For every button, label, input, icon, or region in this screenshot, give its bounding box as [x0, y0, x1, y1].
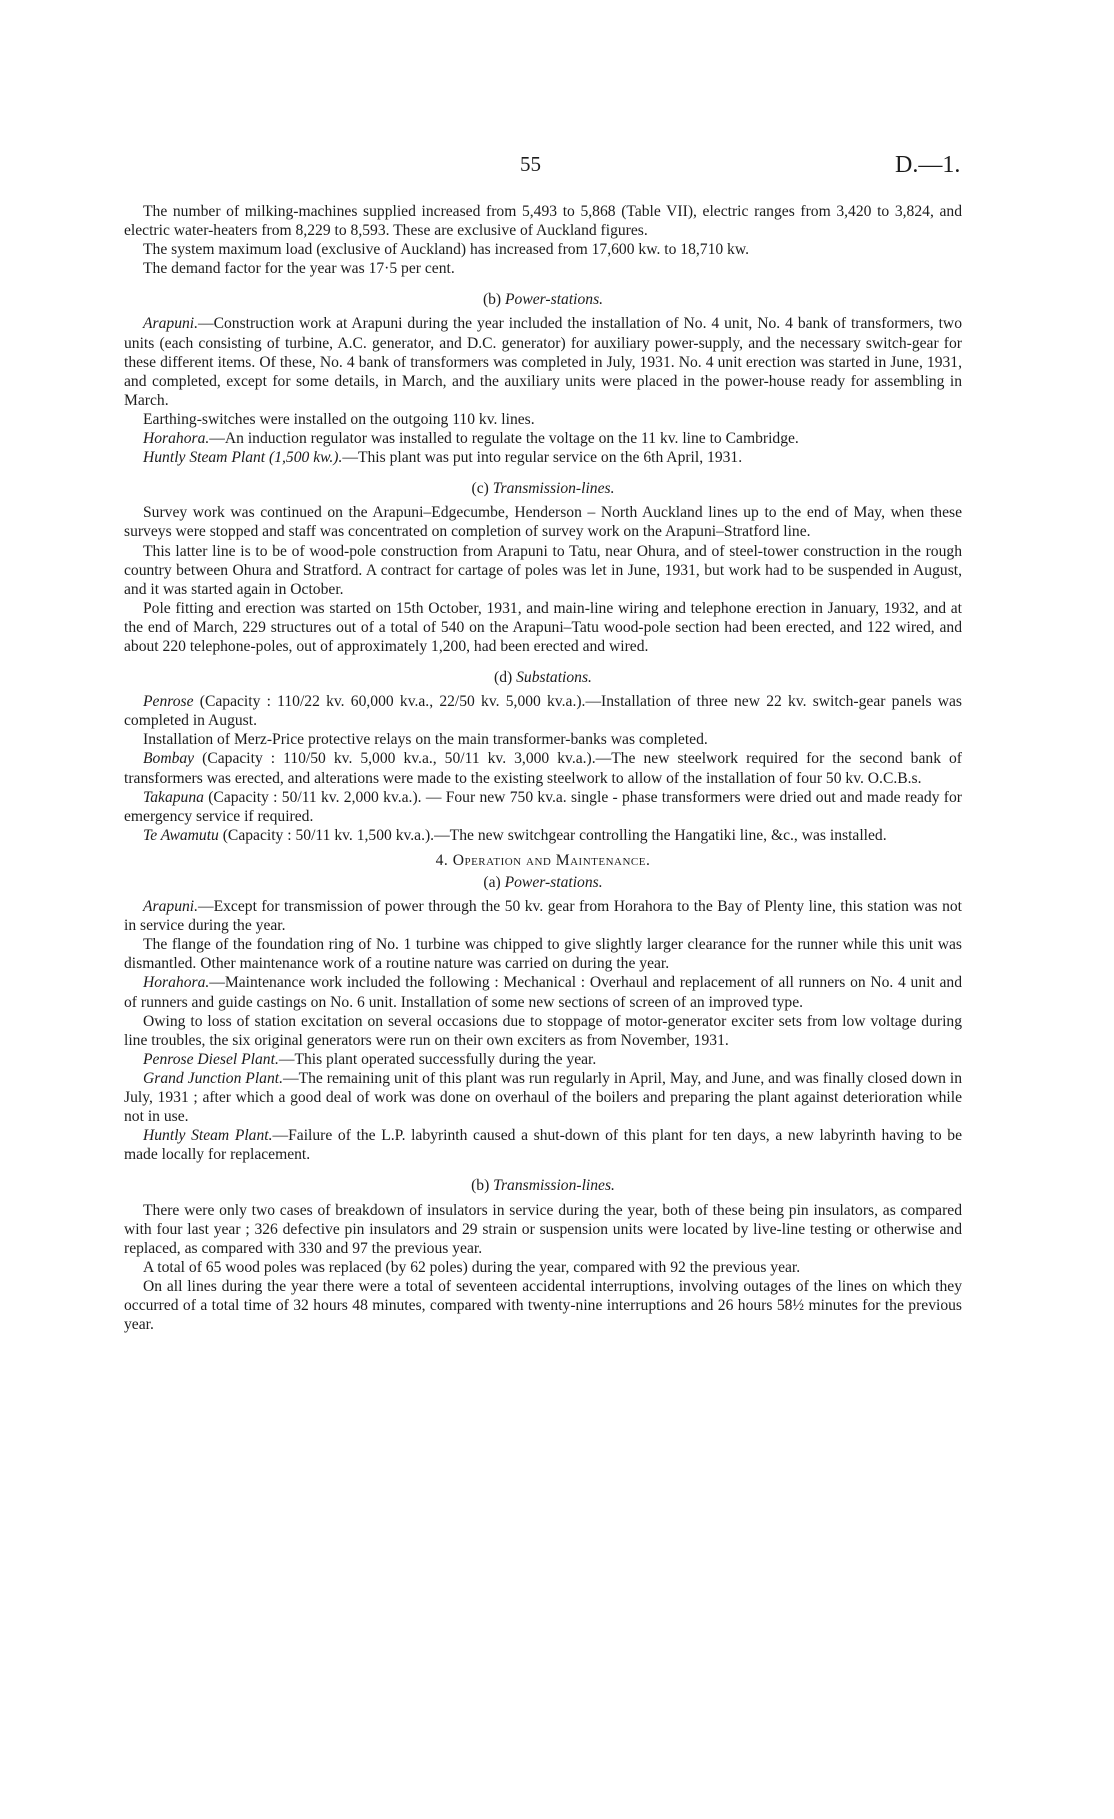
paragraph-maximum-load: The system maximum load (exclusive of Auckland) has increased from 17,600 kw. to 18,710 kw.: [143, 241, 750, 259]
run-in-heading: Huntly Steam Plant.: [143, 1127, 273, 1145]
paragraph-text: —Except for transmission of power through the 50 kv. gear from Horahora to the Bay of Plenty line, this station was not in service during the year.: [124, 898, 962, 935]
paragraph-te-awamutu-substation: [124, 826, 962, 845]
run-in-heading: Arapuni.: [143, 898, 199, 916]
document-body: [124, 202, 962, 1334]
paragraph-text: —Failure of the L.P. labyrinth caused a shut-down of this plant for ten days, a new labyrinth having to be made locally for replacement.: [124, 1127, 962, 1164]
paragraph-huntly-labyrinth: [124, 1126, 962, 1164]
run-in-heading: Grand Junction Plant.: [143, 1069, 283, 1087]
subheading-transmission-lines: [124, 479, 962, 498]
paragraph-arapuni-construction: [124, 314, 962, 409]
paragraph-text: —The remaining unit of this plant was run regularly in April, May, and June, and was finally closed down in July, 1931 ; after which a good deal of work was done on overhaul of the boilers and preparing the plant against deterioration while not in use.: [124, 1069, 962, 1126]
paragraph-text: —This plant was put into regular service on the 6th April, 1931.: [342, 449, 743, 467]
paragraph-milking-machines: The number of milking-machines supplied increased from 5,493 to 5,868 (Table VII), electric ranges from 3,420 to 3,824, and electric water-heaters from 8,229 to 8,593. These are exclusive of Auckland figures.: [124, 203, 962, 240]
subheading-label: (b): [471, 1177, 490, 1195]
paragraph-wood-pole-line: This latter line is to be of wood-pole construction from Arapuni to Tatu, near Ohura, and of steel-tower construction in the rough country between Ohura and Stratford. A contract for cartage of poles was let in June, 1931, but work had to be suspended in August, and it was started again in October.: [124, 542, 962, 598]
paragraph-text: —Construction work at Arapuni during the year included the installation of No. 4 unit, No. 4 bank of transformers, two units (each consisting of turbine, A.C. generator, and D.C. generator) for auxiliary power-supply, and the necessary switch-gear for these different items. Of these, No. 4 bank of transformers was completed in July, 1931. No. 4 unit erection was started in June, 1931, and completed, except for some details, in March, and the auxiliary units were placed in the power-house ready for assembling in March.: [124, 315, 962, 409]
subheading-power-stations: [124, 290, 962, 309]
subheading-title: Power-stations.: [505, 291, 604, 309]
paragraph-text: —This plant operated successfully during the year.: [278, 1050, 597, 1068]
paragraph-text: (Capacity : 50/11 kv. 2,000 kv.a.). — Four new 750 kv.a. single - phase transformers were dried out and made ready for emergency service if required.: [124, 788, 962, 825]
run-in-heading: Te Awamutu: [143, 826, 219, 844]
paragraph-text: (Capacity : 110/22 kv. 60,000 kv.a., 22/50 kv. 5,000 kv.a.).—Installation of three new 22 kv. switch-gear panels was completed in August.: [124, 693, 962, 730]
subheading-operation-power-stations: [124, 873, 962, 892]
paragraph-huntly-steam: [124, 448, 962, 467]
run-in-heading: Takapuna: [143, 788, 204, 806]
subheading-label: (b): [482, 291, 502, 309]
paragraph-text: (Capacity : 110/50 kv. 5,000 kv.a., 50/11 kv. 3,000 kv.a.).—The new steelwork required for the second bank of transformers was erected, and alterations were made to the existing steelwork to allow of the installation of four 50 kv. O.C.B.s.: [124, 750, 962, 787]
paragraph-station-excitation: Owing to loss of station excitation on several occasions due to stoppage of motor-generator exciter sets from low voltage during line troubles, the six original generators were run on their own exciters as from November, 1931.: [124, 1012, 962, 1049]
paragraph-horahora-maintenance: [124, 973, 962, 1011]
paragraph-wood-poles-replaced: A total of 65 wood poles was replaced (by 62 poles) during the year, compared with 92 the previous year.: [143, 1258, 801, 1276]
subheading-label: (a): [483, 874, 501, 891]
run-in-heading: Penrose Diesel Plant.: [143, 1050, 279, 1068]
paragraph-horahora-regulator: [124, 429, 962, 448]
run-in-heading: Penrose: [143, 693, 194, 711]
paragraph-penrose-diesel: [124, 1050, 962, 1069]
paragraph-survey-work: Survey work was continued on the Arapuni–Edgecumbe, Henderson – North Auckland lines up to the end of May, when these surveys were stopped and staff was concentrated on completion of survey work on the Arapuni–Stratford line.: [124, 504, 962, 541]
paragraph-penrose-substation: [124, 692, 962, 730]
paragraph-text: —Maintenance work included the following : Mechanical : Overhaul and replacement of all runners on No. 4 unit and of runners and guide castings on No. 6 unit. Installation of some new sections of screen of an improved type.: [124, 974, 962, 1011]
subheading-label: (c): [471, 480, 489, 498]
section-heading-operation-maintenance: 4. Operation and Maintenance.: [435, 851, 651, 869]
subheading-substations: [124, 668, 962, 687]
subheading-title: Transmission-lines.: [493, 1177, 615, 1195]
run-in-heading: Huntly Steam Plant (1,500 kw.).: [143, 449, 343, 467]
paragraph-turbine-flange: The flange of the foundation ring of No. 1 turbine was chipped to give slightly larger clearance for the runner while this unit was dismantled. Other maintenance work of a routine nature was carried on during the year.: [124, 936, 962, 973]
run-in-heading: Arapuni.: [143, 315, 199, 333]
paragraph-grand-junction: [124, 1069, 962, 1126]
paragraph-text: —An induction regulator was installed to regulate the voltage on the 11 kv. line to Cambridge.: [209, 430, 799, 448]
page-number: 55: [520, 152, 541, 176]
paragraph-insulator-breakdowns: There were only two cases of breakdown of insulators in service during the year, both of these being pin insulators, as compared with four last year ; 326 defective pin insulators and 29 strain or suspension units were located by live-line testing or otherwise and replaced, as compared with 330 and 97 the previous year.: [124, 1201, 962, 1257]
paragraph-earthing-switches: Earthing-switches were installed on the outgoing 110 kv. lines.: [143, 410, 535, 428]
paragraph-pole-fitting: Pole fitting and erection was started on 15th October, 1931, and main-line wiring and telephone erection in January, 1932, and at the end of March, 229 structures out of a total of 540 on the Arapuni–Tatu wood-pole section had been erected, and 122 wired, and about 220 telephone-poles, out of approximately 1,200, had been erected and wired.: [124, 599, 962, 655]
page-header: [0, 152, 1114, 182]
subheading-title: Transmission-lines.: [492, 480, 615, 498]
subheading-title: Power-stations.: [504, 874, 603, 891]
run-in-heading: Bombay: [143, 750, 195, 768]
paragraph-merz-price: Installation of Merz-Price protective relays on the main transformer-banks was completed.: [143, 731, 708, 749]
subheading-operation-transmission-lines: [124, 1176, 962, 1195]
document-reference: D.—1.: [895, 152, 961, 178]
paragraph-takapuna-substation: [124, 788, 962, 826]
paragraph-text: (Capacity : 50/11 kv. 1,500 kv.a.).—The new switchgear controlling the Hangatiki line, &c., was installed.: [218, 826, 887, 844]
paragraph-bombay-substation: [124, 749, 962, 787]
paragraph-demand-factor: The demand factor for the year was 17·5 per cent.: [143, 260, 455, 278]
run-in-heading: Horahora.: [143, 430, 210, 448]
paragraph-accidental-interruptions: On all lines during the year there were a total of seventeen accidental interruptions, involving outages of the lines on which they occurred of a total time of 32 hours 48 minutes, compared with twenty-nine interruptions and 26 hours 58½ minutes for the previous year.: [124, 1277, 962, 1334]
run-in-heading: Horahora.: [143, 974, 210, 992]
subheading-label: (d): [494, 669, 513, 687]
paragraph-arapuni-operation: [124, 897, 962, 935]
subheading-title: Substations.: [516, 669, 592, 687]
